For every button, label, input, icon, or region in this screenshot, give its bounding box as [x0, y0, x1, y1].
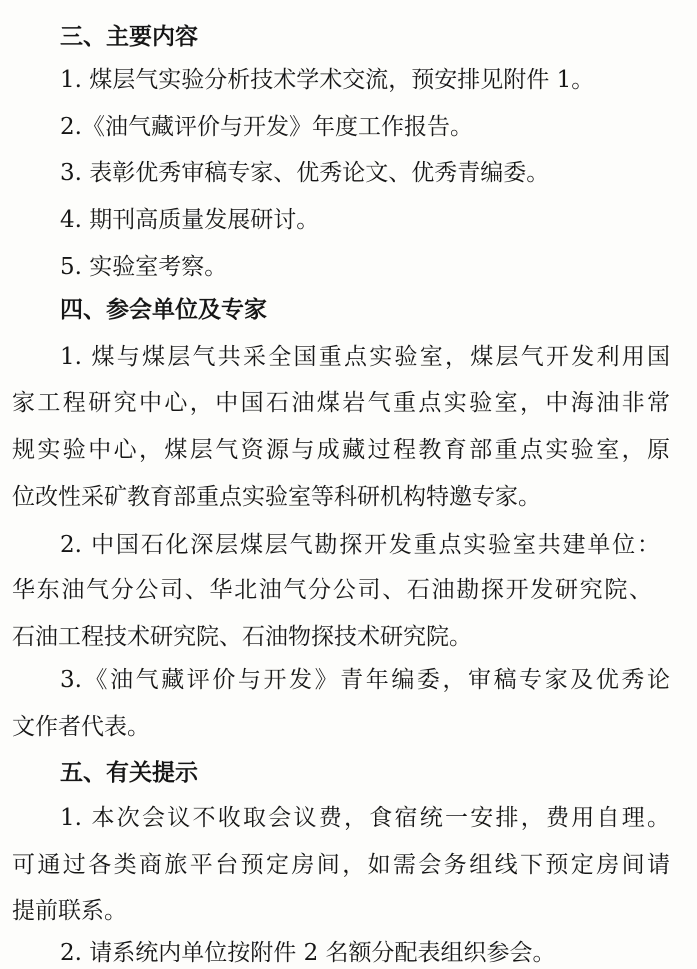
list-item: 2.《油气藏评价与开发》年度工作报告。: [60, 114, 473, 140]
paragraph-line: 2. 请系统内单位按附件 2 名额分配表组织参会。: [60, 940, 556, 966]
list-item: 3. 表彰优秀审稿专家、优秀论文、优秀青编委。: [60, 160, 550, 186]
list-item: 1. 煤层气实验分析技术学术交流，预安排见附件 1。: [60, 67, 595, 93]
paragraph-line: 家工程研究中心，中国石油煤岩气重点实验室，中海油非常: [12, 390, 670, 416]
paragraph-line: 可通过各类商旅平台预定房间，如需会务组线下预定房间请: [12, 852, 670, 878]
section-heading: 四、参会单位及专家: [60, 297, 267, 323]
section-heading: 三、主要内容: [60, 24, 198, 50]
section-heading: 五、有关提示: [60, 760, 198, 786]
paragraph-line: 1. 本次会议不收取会议费，食宿统一安排，费用自理。: [60, 805, 670, 831]
paragraph-line: 华东油气分公司、华北油气分公司、石油勘探开发研究院、: [12, 577, 652, 603]
paragraph-line: 1. 煤与煤层气共采全国重点实验室，煤层气开发利用国: [60, 344, 670, 370]
paragraph-line: 文作者代表。: [12, 714, 150, 740]
paragraph-line: 规实验中心，煤层气资源与成藏过程教育部重点实验室，原: [12, 437, 670, 463]
paragraph-line: 提前联系。: [12, 898, 127, 924]
list-item: 4. 期刊高质量发展研讨。: [60, 207, 320, 233]
paragraph-line: 石油工程技术研究院、石油物探技术研究院。: [12, 624, 472, 650]
list-item: 5. 实验室考察。: [60, 254, 228, 280]
paragraph-line: 位改性采矿教育部重点实验室等科研机构特邀专家。: [12, 484, 541, 510]
paragraph-line: 2. 中国石化深层煤层气勘探开发重点实验室共建单位：: [60, 532, 660, 558]
paragraph-line: 3.《油气藏评价与开发》青年编委，审稿专家及优秀论: [60, 667, 670, 693]
